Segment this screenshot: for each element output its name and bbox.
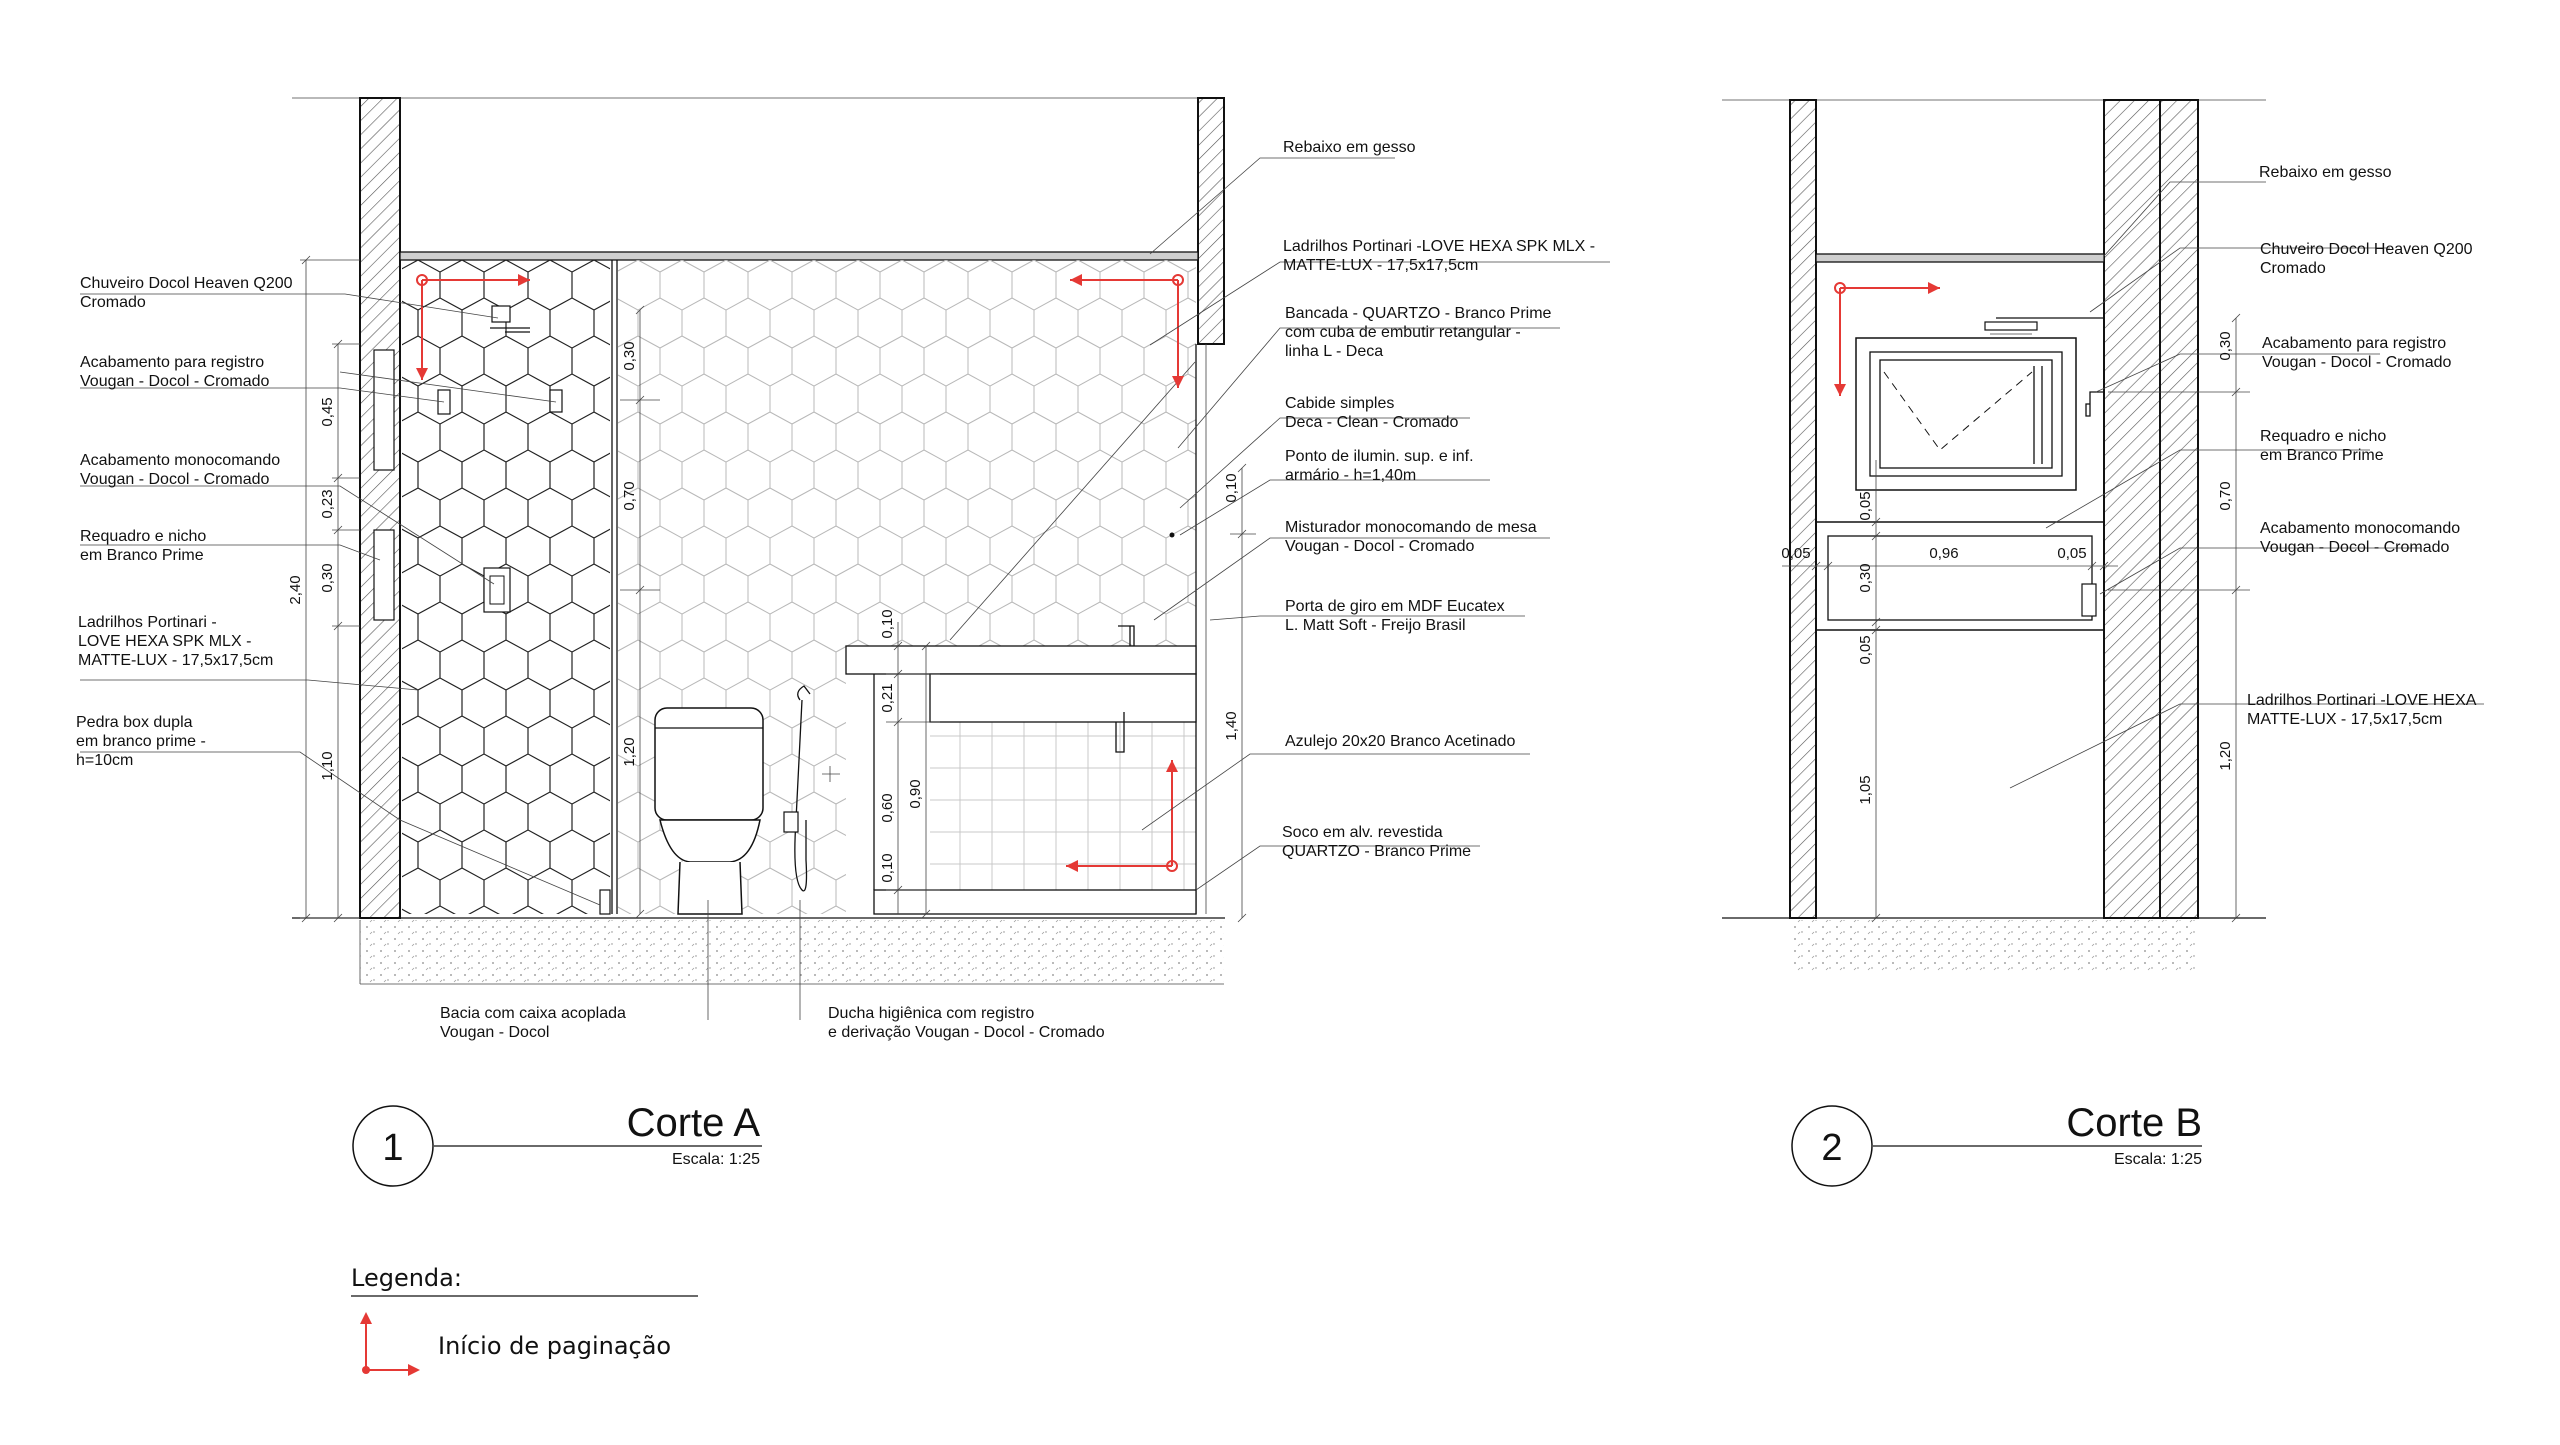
label-acab-registro-a: Acabamento para registro Vougan - Docol - Cromado (80, 354, 270, 390)
label-rebaixo-a: Rebaixo em gesso (1283, 139, 1416, 156)
plinth (874, 890, 1196, 914)
dim-030a: 0,30 (319, 563, 336, 593)
niche (374, 530, 394, 620)
plaster-ceiling-b (1816, 254, 2104, 262)
dim-030-b: 0,30 (1857, 563, 1874, 593)
dim-021: 0,21 (879, 683, 896, 713)
dim-030r-b: 0,30 (2217, 331, 2234, 361)
label-chuveiro-a: Chuveiro Docol Heaven Q200 Cromado (80, 275, 293, 311)
label-pedra-box-a: Pedra box dupla em branco prime -h=10cm (76, 714, 206, 769)
label-bancada-a: Bancada - QUARTZO - Branco Prime com cuba de embutir retangular -linha L - Deca (1285, 305, 1552, 360)
label-cabide-a: Cabide simples Deca - Clean - Cromado (1285, 395, 1459, 431)
label-porta-a: Porta de giro em MDF Eucatex L. Matt Soft - Freijo Brasil (1285, 598, 1505, 634)
dim-110: 1,10 (319, 751, 336, 781)
floor-slab-b (1790, 920, 2198, 972)
dim-140: 1,40 (1223, 711, 1240, 741)
section-a-number: 1 (382, 1127, 404, 1169)
section-b-scale: Escala: 1:25 (2113, 1151, 2202, 1168)
dim-096-b: 0,96 (1929, 545, 1959, 562)
niche-frame-b (1856, 338, 2076, 490)
mixer-trim (484, 568, 510, 612)
dim-010c: 0,10 (1223, 473, 1240, 503)
label-ponto-ilum-a: Ponto de ilumin. sup. e inf. armário - h=1,40m (1285, 448, 1474, 484)
legend-title: Legenda: (351, 1264, 462, 1292)
dim-045: 0,45 (319, 397, 336, 427)
countertop (846, 646, 1196, 674)
dim-120: 1,20 (621, 737, 638, 767)
section-b-drawing (1722, 100, 2484, 1186)
dim-090: 0,90 (907, 779, 924, 809)
tile-20x20 (930, 722, 1196, 890)
right-wall (1198, 98, 1224, 344)
shower-head-b (1985, 318, 2104, 334)
label-acab-monocomando-a: Acabamento monocomando Vougan - Docol - Cromado (80, 452, 281, 488)
dim-120r-b: 1,20 (2217, 741, 2234, 771)
dim-023: 0,23 (319, 489, 336, 519)
dim-005d-b: 0,05 (1857, 635, 1874, 665)
plaster-ceiling (400, 252, 1198, 260)
shower-curb (600, 890, 610, 914)
section-a-title: Corte A (626, 1101, 760, 1145)
label-soco-a: Soco em alv. revestida QUARTZO - Branco Prime (1282, 824, 1472, 860)
dim-010a: 0,10 (879, 609, 896, 639)
legend-item-label: Início de paginação (438, 1332, 672, 1360)
left-wall-b (1790, 100, 1816, 918)
dim-240: 2,40 (287, 575, 304, 605)
label-misturador-a: Misturador monocomando de mesa Vougan - Docol - Cromado (1285, 519, 1537, 555)
left-wall (360, 98, 400, 918)
section-b-title: Corte B (2066, 1101, 2202, 1145)
dim-010b: 0,10 (879, 853, 896, 883)
label-rebaixo-b: Rebaixo em gesso (2259, 164, 2392, 181)
label-bacia-a: Bacia com caixa acoplada Vougan - Docol (440, 1005, 626, 1041)
label-requadro-a: Requadro e nicho em Branco Prime (80, 528, 207, 564)
mixer-trim-b (2082, 584, 2096, 616)
label-acab-registro-b: Acabamento para registro Vougan - Docol - Cromado (2262, 335, 2452, 371)
dim-030b: 0,30 (621, 341, 638, 371)
section-a-drawing (76, 98, 1610, 1186)
floor-slab (360, 920, 1224, 984)
niche-2 (374, 350, 394, 470)
label-acab-monocomando-b: Acabamento monocomando Vougan - Docol - Cromado (2260, 520, 2461, 556)
label-ladrilhos-left-a: Ladrilhos Portinari -LOVE HEXA SPK MLX -MATTE-LUX - 17,5x17,5cm (78, 614, 274, 669)
right-wall-b2 (2160, 100, 2198, 918)
section-b-number: 2 (1821, 1127, 1843, 1169)
dim-005a-b: 0,05 (1781, 545, 1811, 562)
dim-070r-b: 0,70 (2217, 481, 2234, 511)
label-ladrilhos-right-a: Ladrilhos Portinari -LOVE HEXA SPK MLX -MATTE-LUX - 17,5x17,5cm (1283, 238, 1596, 274)
cabinet (930, 674, 1196, 722)
right-wall-b (2104, 100, 2160, 918)
pagination-start-icon (360, 1312, 420, 1376)
label-ducha-a: Ducha higiênica com registro e derivação Vougan - Docol - Cromado (828, 1005, 1105, 1041)
label-chuveiro-b: Chuveiro Docol Heaven Q200 Cromado (2260, 241, 2473, 277)
dim-005c-b: 0,05 (1857, 491, 1874, 521)
dim-060: 0,60 (879, 793, 896, 823)
section-a-scale: Escala: 1:25 (671, 1151, 760, 1168)
label-ladrilhos-b: Ladrilhos Portinari -LOVE HEXA MATTE-LUX - 17,5x17,5cm (2247, 692, 2477, 728)
dim-005b-b: 0,05 (2057, 545, 2087, 562)
hex-tiles-wall (618, 260, 1196, 646)
valve-trim-2 (550, 390, 562, 412)
dim-105-b: 1,05 (1857, 775, 1874, 805)
dim-070: 0,70 (621, 481, 638, 511)
legend (351, 1264, 698, 1376)
label-requadro-b: Requadro e nicho em Branco Prime (2260, 428, 2387, 464)
label-azulejo-a: Azulejo 20x20 Branco Acetinado (1285, 733, 1516, 750)
